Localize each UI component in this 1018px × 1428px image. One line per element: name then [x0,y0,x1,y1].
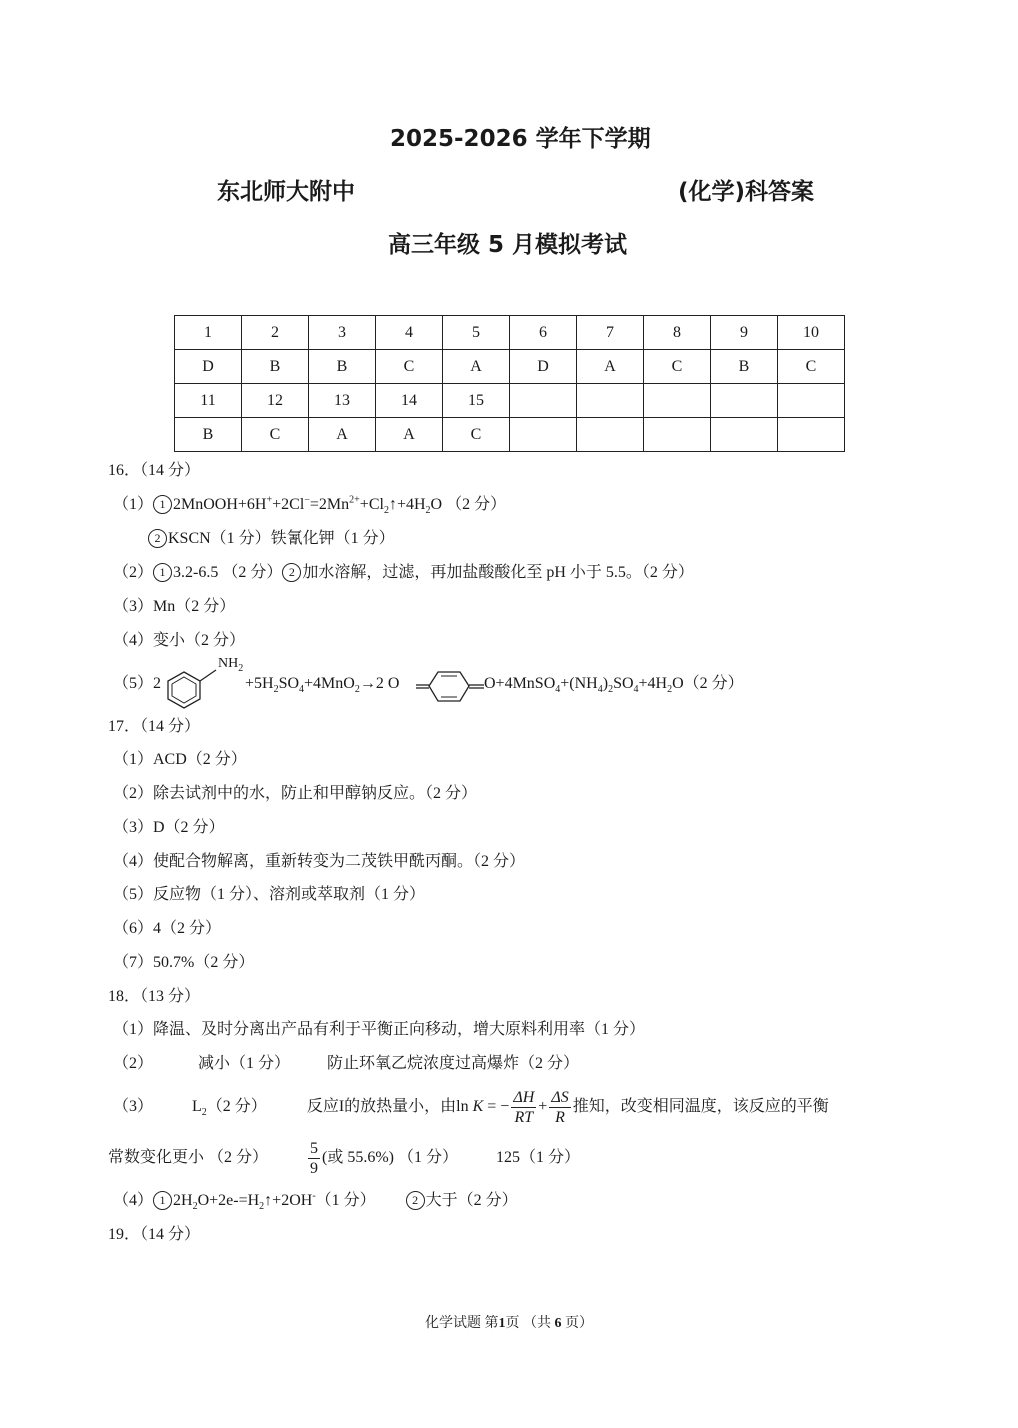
answer-text: 加水溶解，过滤，再加盐酸酸化至 pH 小于 5.5。（2 分） [302,564,694,581]
subscript: 2 [425,505,431,517]
subscript: 2 [667,684,673,696]
table-cell: 13 [309,384,376,418]
q16-part1-line2 [148,528,395,550]
circled-number: 1 [153,495,172,514]
q18-part3-cont [108,1138,580,1178]
table-cell: C [778,350,845,384]
equation-text: SO [613,675,634,692]
fraction-dh-rt [511,1088,536,1127]
equation-text: O+4MnSO [484,675,556,692]
table-cell [711,418,778,452]
equation-text: →2 O [359,675,400,692]
q16-part1-line1: （1） 1 $2MnOOH+6H^++2Cl^-=2Mn^{2+}+Cl_2↑+4H_2O$ （2 分） [113,494,507,517]
equation-text: +4MnO [304,675,355,692]
table-cell [510,418,577,452]
total-pages: 6 [554,1316,562,1331]
subject-title: (化学)科答案 [678,179,815,205]
q16-part2 [113,562,694,584]
answer-text: L [192,1098,202,1115]
table-cell: A [443,350,510,384]
formula-text: ln [456,1098,469,1115]
part-number: （1） [113,496,154,513]
numerator: ΔH [513,1088,535,1106]
equation-text: +(NH [560,675,598,692]
footer-text: 页 （共 [505,1316,555,1331]
nh2-text: NH [218,656,239,671]
subscript: 2 [192,1201,198,1213]
equation-text: 2H [173,1192,193,1209]
answer-text: 反应I的放热量小，由 [306,1098,457,1115]
table-cell: D [510,350,577,384]
superscript: 2+ [349,494,360,506]
table-cell: B [309,350,376,384]
subscript: 2 [238,662,244,674]
fraction-5-9 [308,1139,320,1178]
formula-text: K [472,1098,484,1115]
answer-text: 3.2-6.5 （2 分） [173,564,283,581]
q18-part3 [113,1087,829,1127]
table-cell: 10 [778,316,845,350]
answer-text: KSCN（1 分）铁氰化钾（1 分） [168,530,395,547]
subscript: 2 [383,505,389,517]
coefficient: 2 [153,675,162,692]
q17-line: （2）除去试剂中的水，防止和甲醇钠反应。（2 分） [113,785,478,802]
table-cell [778,384,845,418]
table-cell: 7 [577,316,644,350]
q17-line: （1）ACD（2 分） [113,751,247,768]
answer-text: 大于（2 分） [425,1192,518,1209]
table-cell [644,384,711,418]
equation-text: ↑+4H [388,496,426,513]
table-cell: B [175,418,242,452]
subscript: 2 [259,1201,265,1213]
q18-part1: （1）降温、及时分离出产品有利于平衡正向移动，增大原料利用率（1 分） [113,1021,646,1038]
answer-text: 常数变化更小 （2 分） [108,1149,269,1166]
answer-text: 推知，改变相同温度，该反应的平衡 [572,1098,829,1115]
equation-text: +Cl [359,496,384,513]
table-cell: 9 [711,316,778,350]
subscript: 4 [555,684,561,696]
q19-title: 19．（14 分） [108,1226,201,1243]
q16-title: 16．（14 分） [108,462,201,479]
subscript: 4 [633,684,639,696]
table-row [175,350,845,384]
table-cell: 8 [644,316,711,350]
school-name: 东北师大附中 [217,179,355,205]
table-cell: C [376,350,443,384]
table-cell: C [644,350,711,384]
exam-title: 高三年级 5 月模拟考试 [388,232,628,258]
q16-part5-products [484,673,744,695]
part-number: （2） [113,1055,154,1072]
subscript: 4 [597,684,603,696]
q18-part2 [113,1053,579,1075]
circled-number: 2 [406,1191,425,1210]
q16-part4: （4）变小（2 分） [113,632,246,649]
table-cell [577,384,644,418]
table-row [175,316,845,350]
year-term: 2025-2026 学年下学期 [390,126,651,152]
q17-line: （5）反应物（1 分）、溶剂或萃取剂（1 分） [113,886,426,903]
table-cell: 12 [242,384,309,418]
table-cell: B [242,350,309,384]
fraction-ds-r [549,1088,570,1127]
equation-text: +4H [638,675,668,692]
equation-text: ↑+2OH [264,1192,313,1209]
formula-text: + [538,1098,548,1115]
table-cell: 3 [309,316,376,350]
answer-text: (或 55.6%) （1 分） [322,1149,459,1166]
equation-text: 2MnOOH+6H [173,496,267,513]
equation-text: （1 分） [315,1192,376,1209]
part-number: （4） [113,1192,154,1209]
part-number: （3） [113,1098,154,1115]
q16-part5-reactants [245,673,399,695]
table-cell: 2 [242,316,309,350]
q18-part4 [113,1190,518,1212]
q16-part3: （3）Mn（2 分） [113,598,236,615]
table-cell: C [443,418,510,452]
table-cell: A [376,418,443,452]
part-number: （5） [113,675,154,692]
footer-text: 页） [561,1316,593,1331]
answer-text: 减小（1 分） [198,1055,291,1072]
table-cell: 11 [175,384,242,418]
aniline-structure-icon [160,660,222,710]
equation-text: O+2e-=H [197,1192,260,1209]
superscript: + [266,494,273,506]
table-cell: 15 [443,384,510,418]
part-number: （2） [113,564,154,581]
answer-text: 防止环氧乙烷浓度过高爆炸（2 分） [327,1055,580,1072]
equation-text: SO [278,675,300,692]
formula-text: = − [483,1098,510,1115]
table-cell: 4 [376,316,443,350]
subscript: 2 [608,684,614,696]
equation-text: +5H [245,675,274,692]
table-cell [510,384,577,418]
equation-text: O（2 分） [672,675,744,692]
page-number: 1 [498,1316,506,1331]
subscript: 4 [299,684,305,696]
table-cell [644,418,711,452]
page-footer [0,1312,1018,1332]
q17-line: （6）4（2 分） [113,920,222,937]
answer-text: 125（1 分） [496,1149,581,1166]
q17-line: （7）50.7%（2 分） [113,954,255,971]
denominator: 9 [310,1159,319,1177]
superscript: - [312,1190,316,1202]
table-cell: 5 [443,316,510,350]
equation-text: +2Cl [272,496,305,513]
table-cell [577,418,644,452]
subscript: 2 [354,684,360,696]
equation-text: =2Mn [309,496,350,513]
table-cell: A [577,350,644,384]
table-cell: 6 [510,316,577,350]
circled-number: 2 [282,563,301,582]
equation-text: O （2 分） [430,496,507,513]
footer-text: 化学试题 第 [425,1316,499,1331]
table-cell: C [242,418,309,452]
q17-title: 17．（14 分） [108,718,201,735]
numerator: ΔS [551,1088,569,1106]
table-cell: 1 [175,316,242,350]
benzoquinone-structure-icon [414,660,486,710]
nh2-label [218,653,243,675]
numerator: 5 [310,1139,319,1157]
denominator: RT [514,1108,534,1126]
subscript: 2 [201,1107,207,1119]
table-cell: 14 [376,384,443,418]
subscript: 2 [273,684,279,696]
table-cell [711,384,778,418]
table-row [175,418,845,452]
q18-title: 18．（13 分） [108,988,201,1005]
circled-number: 1 [153,1191,172,1210]
answer-table [174,315,845,452]
denominator: R [555,1108,565,1126]
table-cell [778,418,845,452]
circled-number: 2 [148,529,167,548]
q16-part5-number [113,673,161,695]
q17-line: （3）D（2 分） [113,819,225,836]
equation-text: ) [602,675,609,692]
table-row [175,384,845,418]
table-cell: B [711,350,778,384]
table-cell: D [175,350,242,384]
answer-text: （2 分） [206,1098,267,1115]
q17-line: （4）使配合物解离，重新转变为二茂铁甲酰丙酮。（2 分） [113,853,526,870]
circled-number: 1 [153,563,172,582]
table-cell: A [309,418,376,452]
